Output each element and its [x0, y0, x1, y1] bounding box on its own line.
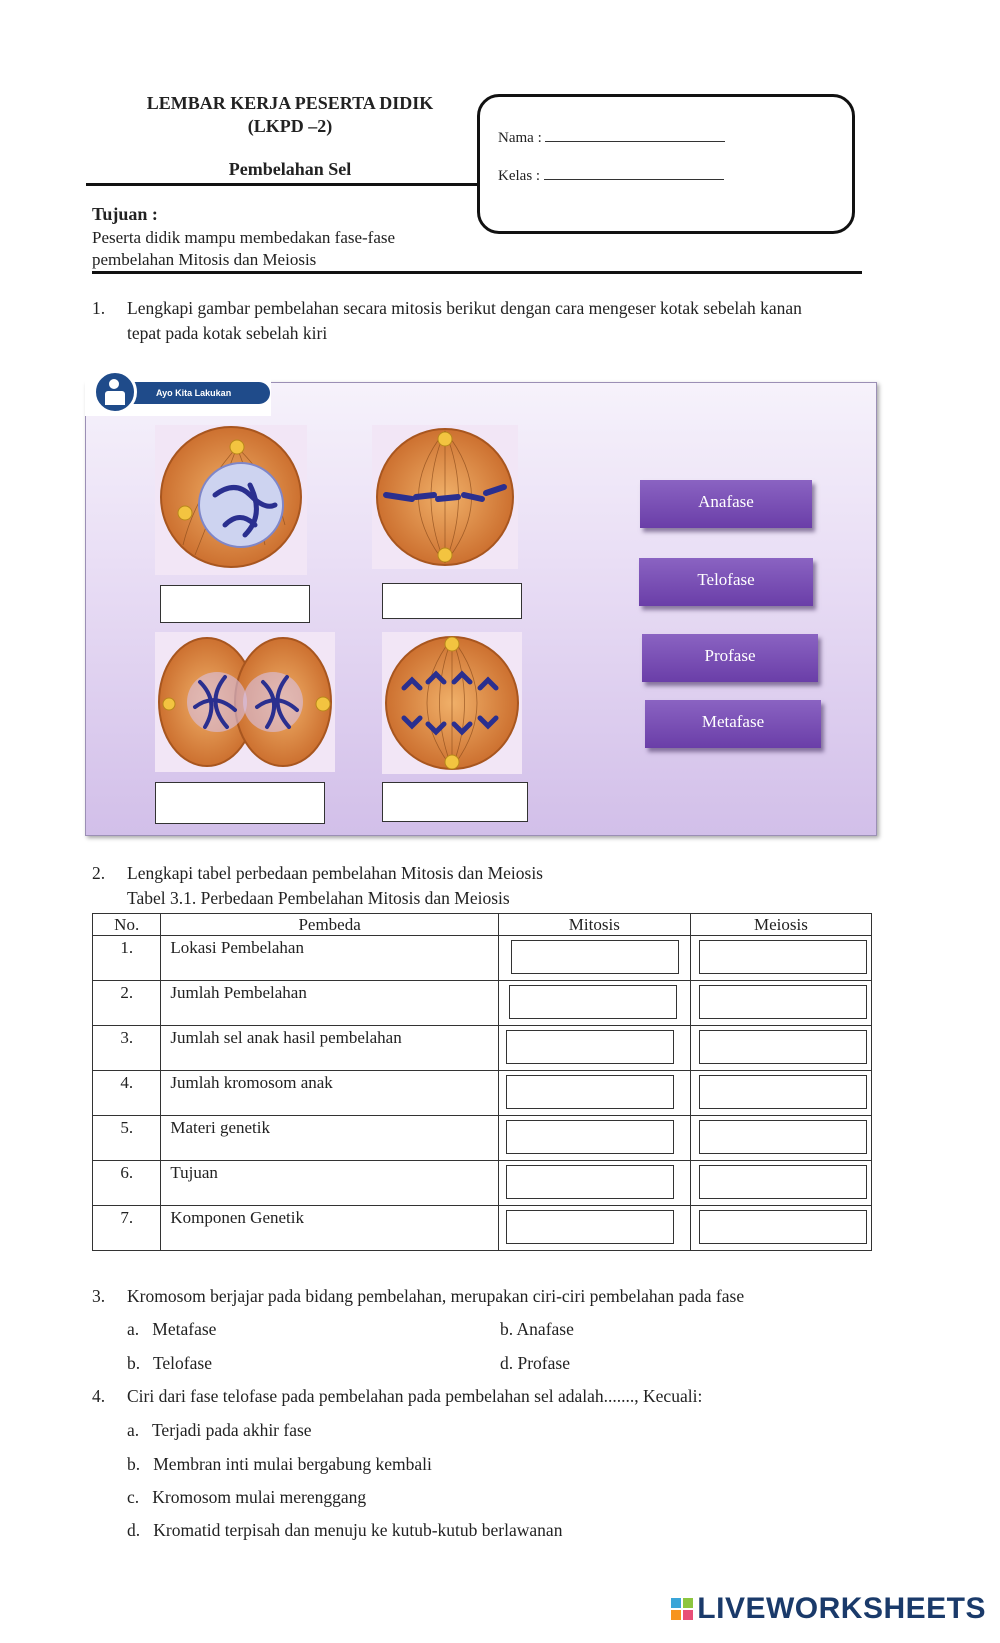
q1-text-line-1: Lengkapi gambar pembelahan secara mitosis berikut dengan cara mengeser kotak sebelah kanan	[127, 298, 802, 318]
kelas-label: Kelas :	[498, 168, 541, 184]
worksheet-code: (LKPD –2)	[247, 116, 333, 136]
anafase-drop-box[interactable]	[382, 782, 528, 822]
row-label: Jumlah Pembelahan	[161, 981, 498, 1026]
worksheet-subtitle: Pembelahan Sel	[228, 159, 352, 179]
mitosis-answer-box[interactable]	[506, 1165, 674, 1199]
identity-box	[477, 94, 855, 234]
profase-drop-box[interactable]	[160, 585, 310, 623]
comparison-table	[92, 913, 872, 1251]
q1-text-line-2: tepat pada kotak sebelah kiri	[127, 323, 328, 343]
liveworksheets-logo	[671, 1592, 986, 1626]
q4-number: 4.	[92, 1386, 106, 1406]
table-row	[93, 936, 872, 981]
option-text: Metafase	[152, 1319, 217, 1339]
row-number: 6.	[93, 1161, 161, 1206]
meiosis-answer-box[interactable]	[699, 1165, 867, 1199]
anafase-button[interactable]: Anafase	[640, 480, 812, 528]
table-row	[93, 1206, 872, 1251]
meiosis-answer-box[interactable]	[699, 1075, 867, 1109]
option-letter: d.	[127, 1520, 141, 1540]
q3-option-c[interactable]	[127, 1351, 212, 1376]
q4-option-c[interactable]	[127, 1485, 366, 1510]
header-mitosis: Mitosis	[498, 914, 690, 936]
q4-option-d[interactable]	[127, 1518, 562, 1543]
option-text: Anafase	[516, 1319, 574, 1339]
header-pembeda: Pembeda	[161, 914, 498, 936]
row-number: 4.	[93, 1071, 161, 1116]
table-row	[93, 981, 872, 1026]
q3-option-d[interactable]	[500, 1351, 570, 1376]
cell-image-metafase	[372, 425, 518, 569]
option-letter: a.	[127, 1420, 140, 1440]
meiosis-answer-box[interactable]	[699, 940, 867, 974]
q3-text: Kromosom berjajar pada bidang pembelahan, merupakan ciri-ciri pembelahan pada fase	[127, 1286, 745, 1306]
liveworksheets-icon	[671, 1598, 693, 1620]
profase-button[interactable]: Profase	[642, 634, 818, 682]
row-label: Materi genetik	[161, 1116, 498, 1161]
metafase-drop-box[interactable]	[382, 583, 522, 619]
mitosis-answer-box[interactable]	[506, 1030, 674, 1064]
table-header-row	[93, 914, 872, 936]
meiosis-answer-box[interactable]	[699, 1210, 867, 1244]
option-text: Kromatid terpisah dan menuju ke kutub-kutub berlawanan	[153, 1520, 563, 1540]
cell-image-anafase	[382, 632, 522, 774]
cell-image-profase	[155, 425, 307, 575]
option-letter: b.	[500, 1319, 514, 1339]
cell-image-telofase	[155, 632, 335, 772]
option-text: Profase	[517, 1353, 570, 1373]
option-letter: c.	[127, 1487, 140, 1507]
header-meiosis: Meiosis	[690, 914, 871, 936]
q3-number: 3.	[92, 1286, 106, 1306]
nama-field[interactable]	[545, 127, 725, 142]
tujuan-line-1: Peserta didik mampu membedakan fase-fase	[92, 228, 396, 247]
option-letter: b.	[127, 1353, 141, 1373]
mitosis-answer-box[interactable]	[509, 985, 677, 1019]
header-divider	[86, 183, 478, 186]
mitosis-answer-box[interactable]	[511, 940, 679, 974]
worksheet-title: LEMBAR KERJA PESERTA DIDIK	[146, 93, 434, 113]
q3-option-b[interactable]	[500, 1317, 574, 1342]
metafase-button[interactable]: Metafase	[645, 700, 821, 748]
header-no: No.	[93, 914, 161, 936]
option-letter: d.	[500, 1353, 514, 1373]
kelas-field[interactable]	[544, 165, 724, 180]
kelas-row	[498, 165, 724, 185]
row-label: Tujuan	[161, 1161, 498, 1206]
row-number: 1.	[93, 936, 161, 981]
mitosis-answer-box[interactable]	[506, 1075, 674, 1109]
meiosis-answer-box[interactable]	[699, 1030, 867, 1064]
table-row	[93, 1026, 872, 1071]
table-row	[93, 1071, 872, 1116]
table-row	[93, 1116, 872, 1161]
meiosis-answer-box[interactable]	[699, 1120, 867, 1154]
row-number: 3.	[93, 1026, 161, 1071]
q3-option-a[interactable]	[127, 1317, 216, 1342]
nama-label: Nama :	[498, 130, 542, 146]
q2-text: Lengkapi tabel perbedaan pembelahan Mitosis dan Meiosis	[127, 863, 543, 883]
mitosis-answer-box[interactable]	[506, 1210, 674, 1244]
student-desk-icon	[93, 370, 137, 414]
q4-option-b[interactable]	[127, 1452, 432, 1477]
row-label: Lokasi Pembelahan	[161, 936, 498, 981]
q2-number: 2.	[92, 863, 106, 883]
tujuan-heading: Tujuan :	[92, 204, 158, 224]
option-text: Membran inti mulai bergabung kembali	[153, 1454, 432, 1474]
option-text: Terjadi pada akhir fase	[151, 1420, 312, 1440]
telofase-drop-box[interactable]	[155, 782, 325, 824]
option-letter: b.	[127, 1454, 141, 1474]
liveworksheets-brand: LIVEWORKSHEETS	[697, 1592, 986, 1625]
row-number: 5.	[93, 1116, 161, 1161]
nama-row	[498, 127, 725, 147]
ayo-banner: Ayo Kita Lakukan	[110, 382, 270, 404]
row-label: Jumlah sel anak hasil pembelahan	[161, 1026, 498, 1071]
q4-text: Ciri dari fase telofase pada pembelahan pada pembelahan sel adalah......., Kecuali:	[127, 1386, 703, 1406]
row-label: Jumlah kromosom anak	[161, 1071, 498, 1116]
option-letter: a.	[127, 1319, 140, 1339]
q2-table-caption: Tabel 3.1. Perbedaan Pembelahan Mitosis dan Meiosis	[127, 888, 510, 908]
row-number: 7.	[93, 1206, 161, 1251]
telofase-button[interactable]: Telofase	[639, 558, 813, 606]
q1-number: 1.	[92, 298, 106, 318]
section-divider	[92, 271, 862, 274]
option-text: Telofase	[152, 1353, 212, 1373]
row-label: Komponen Genetik	[161, 1206, 498, 1251]
table-row	[93, 1161, 872, 1206]
row-number: 2.	[93, 981, 161, 1026]
option-text: Kromosom mulai merenggang	[152, 1487, 367, 1507]
mitosis-answer-box[interactable]	[506, 1120, 674, 1154]
tujuan-line-2: pembelahan Mitosis dan Meiosis	[92, 249, 444, 273]
meiosis-answer-box[interactable]	[699, 985, 867, 1019]
q4-option-a[interactable]	[127, 1418, 312, 1443]
tujuan-text	[92, 227, 452, 273]
